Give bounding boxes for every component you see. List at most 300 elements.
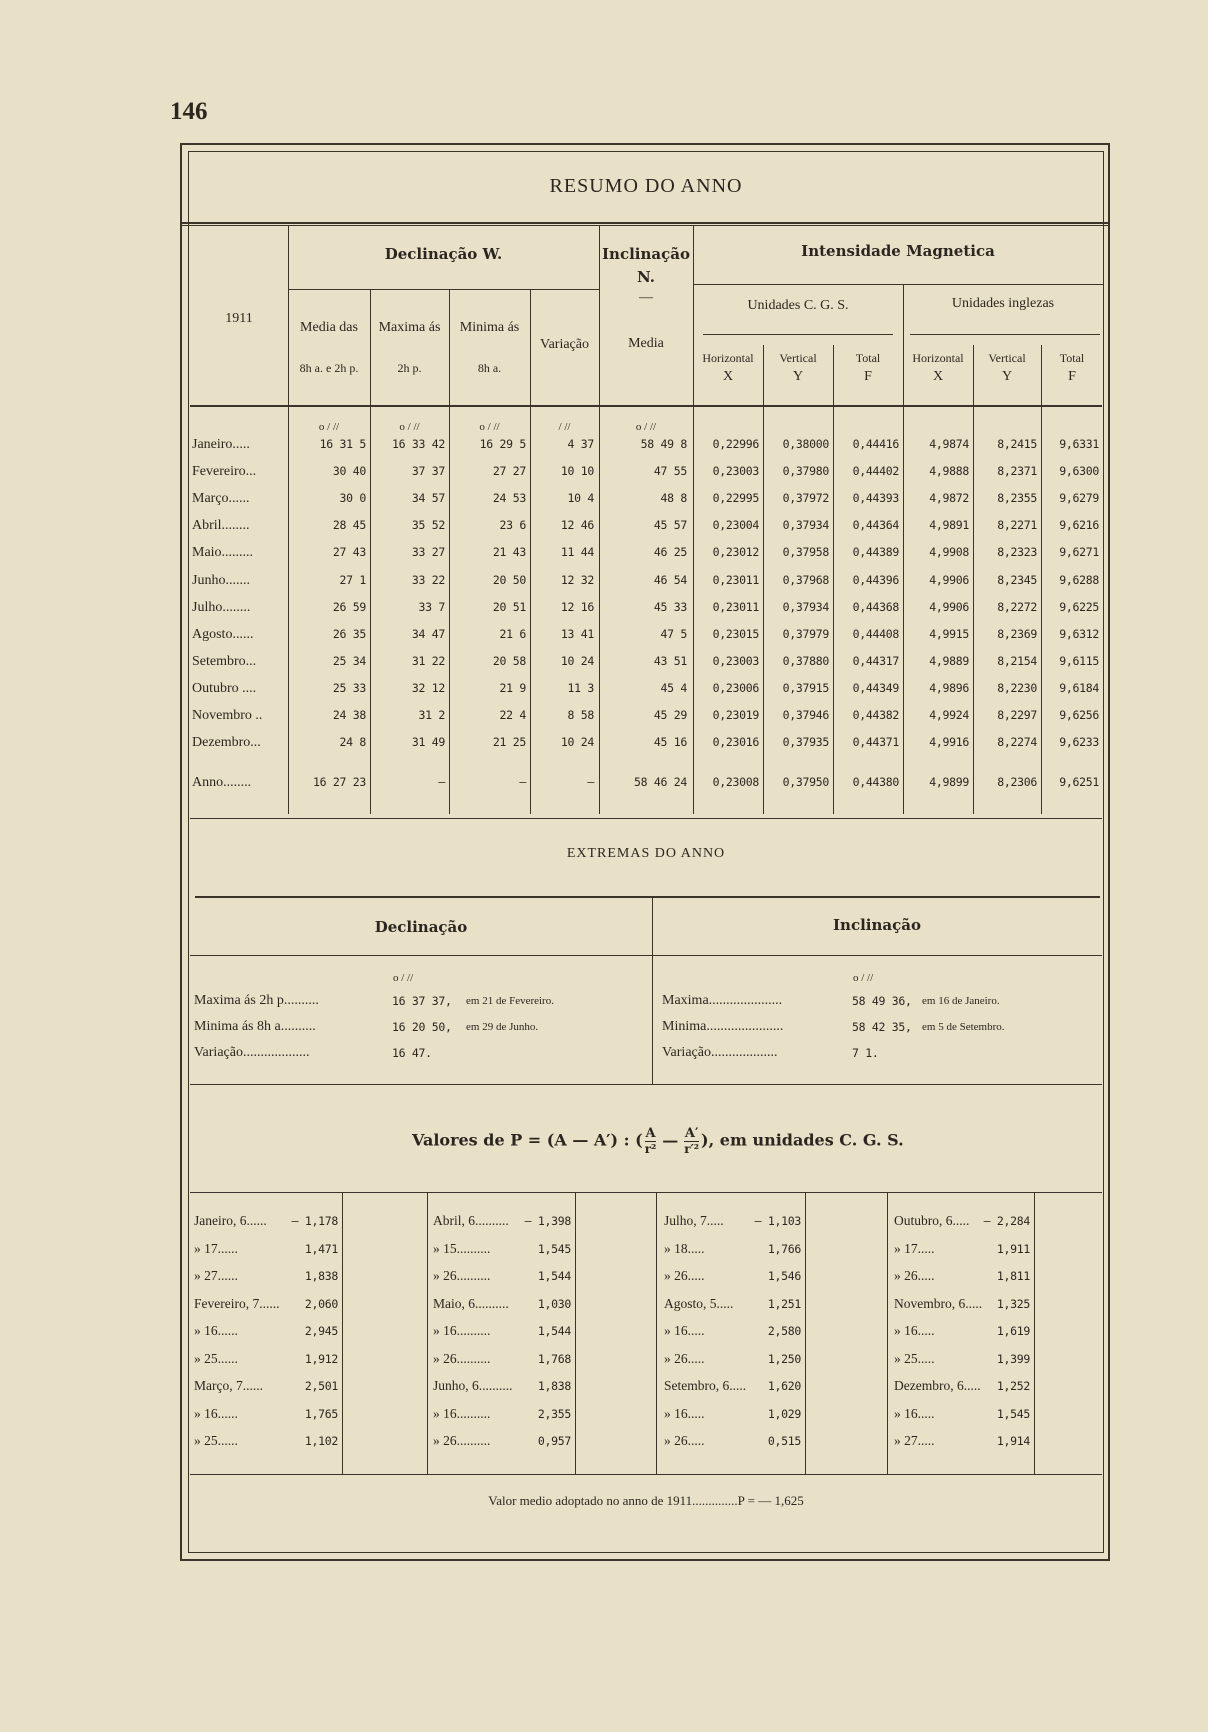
- p-date-label: » 26..........: [433, 1268, 491, 1283]
- p-date-label: » 26..........: [433, 1351, 491, 1366]
- p-date-label: Março, 7......: [194, 1378, 263, 1393]
- p-date-label: » 16..........: [433, 1323, 491, 1338]
- cell-minima-row-10: 22 4: [499, 708, 526, 722]
- p-fraction-2: [684, 1126, 699, 1156]
- p-date-label: » 27......: [194, 1268, 238, 1283]
- p-value: 1,544: [537, 1269, 571, 1283]
- inclination-dash: —: [639, 290, 653, 305]
- cell-variacao-row-10: 8 58: [567, 708, 594, 722]
- p-value: — 2,284: [983, 1214, 1030, 1228]
- cell-month-row-6: Julho........: [192, 600, 251, 615]
- extreme-incl-value: 58 42 35,: [852, 1020, 912, 1034]
- cell-minima-anno: —: [519, 775, 526, 789]
- p-value: 1,399: [996, 1352, 1030, 1366]
- units-inclination: o / //: [635, 421, 657, 433]
- cell-h-row-2: 0,22995: [712, 491, 759, 505]
- p-title-suffix: ), em unidades C. G. S.: [701, 1130, 904, 1150]
- cell-maxima-row-0: 16 33 42: [392, 437, 445, 451]
- cell-h-row-10: 0,23019: [712, 708, 759, 722]
- extremes-title-rule: [195, 896, 1100, 898]
- p-date-label: Fevereiro, 7......: [194, 1296, 280, 1311]
- p-value: 2,945: [304, 1324, 338, 1338]
- p-date-label: Julho, 7.....: [664, 1213, 724, 1228]
- p-values-header-rule: [190, 1192, 1102, 1193]
- cell-month-row-2: Março......: [192, 491, 250, 506]
- cell-ev-row-0: 8,2415: [997, 437, 1037, 451]
- cell-eh-row-9: 4,9896: [929, 681, 969, 695]
- eng-x-symbol: X: [932, 369, 944, 384]
- p-value: 0,957: [537, 1434, 571, 1448]
- cell-ev-row-11: 8,2274: [997, 735, 1037, 749]
- cell-h-row-9: 0,23006: [712, 681, 759, 695]
- p-title-prefix: Valores de P = (A — A′) : (: [412, 1130, 643, 1150]
- cgs-header: Unidades C. G. S.: [747, 298, 849, 313]
- extremes-declination-header: Declinação: [374, 918, 468, 936]
- p-value: 2,060: [304, 1297, 338, 1311]
- cell-eh-row-7: 4,9915: [929, 627, 969, 641]
- cell-variacao-row-2: 10 4: [567, 491, 594, 505]
- extreme-incl-note: em 16 de Janeiro.: [922, 995, 1000, 1007]
- cell-incl-row-8: 43 51: [653, 654, 687, 668]
- p-value: 2,501: [304, 1379, 338, 1393]
- p-value: 1,029: [767, 1407, 801, 1421]
- cell-variacao-row-0: 4 37: [567, 437, 594, 451]
- p-date-label: » 16......: [194, 1323, 238, 1338]
- p-value: 1,838: [304, 1269, 338, 1283]
- p-date-label: Agosto, 5.....: [664, 1296, 734, 1311]
- cell-h-row-3: 0,23004: [712, 518, 759, 532]
- cell-v-row-5: 0,37968: [782, 573, 829, 587]
- p-value: 1,471: [304, 1242, 338, 1256]
- p-value: — 1,398: [524, 1214, 571, 1228]
- p-date-label: » 16.....: [894, 1323, 935, 1338]
- p-date-label: Outubro, 6.....: [894, 1213, 970, 1228]
- p-date-label: » 16.....: [664, 1406, 705, 1421]
- cell-incl-row-1: 47 55: [653, 464, 687, 478]
- cell-t-row-8: 0,44317: [852, 654, 899, 668]
- cell-media-row-3: 28 45: [332, 518, 366, 532]
- cell-maxima-row-10: 31 2: [418, 708, 445, 722]
- p-date-label: Setembro, 6.....: [664, 1378, 747, 1393]
- cell-v-anno: 0,37950: [782, 775, 829, 789]
- cell-h-row-0: 0,22996: [712, 437, 759, 451]
- english-rule: [910, 334, 1100, 335]
- p-date-label: » 26.....: [664, 1351, 705, 1366]
- cell-t-row-5: 0,44396: [852, 573, 899, 587]
- cell-v-row-9: 0,37915: [782, 681, 829, 695]
- declination-header-rule: [288, 289, 599, 290]
- p-value: 1,619: [996, 1324, 1030, 1338]
- summary-title: RESUMO DO ANNO: [549, 175, 743, 197]
- extremes-bottom-rule: [190, 1084, 1102, 1085]
- p-value: 1,545: [996, 1407, 1030, 1421]
- cell-month-anno: Anno........: [192, 775, 252, 790]
- cell-month-row-11: Dezembro...: [192, 735, 261, 750]
- p-date-label: » 16.....: [664, 1323, 705, 1338]
- extreme-incl-label: Minima......................: [662, 1019, 784, 1034]
- extremes-title: EXTREMAS DO ANNO: [566, 846, 726, 861]
- p-date-label: » 26..........: [433, 1433, 491, 1448]
- p-value: 1,912: [304, 1352, 338, 1366]
- p-value: 1,030: [537, 1297, 571, 1311]
- page-number: 146: [170, 98, 208, 125]
- p-date-label: » 16..........: [433, 1406, 491, 1421]
- cell-eh-row-0: 4,9874: [929, 437, 969, 451]
- extremes-inclination-header: Inclinação: [833, 916, 921, 934]
- cgs-rule: [703, 334, 893, 335]
- p-col-divider-2: [656, 1192, 657, 1474]
- cell-et-row-7: 9,6312: [1059, 627, 1099, 641]
- units-maxima: o / //: [399, 421, 420, 433]
- cell-media-anno: 16 27 23: [313, 775, 366, 789]
- p-col-divider-2a: [575, 1192, 576, 1474]
- p-date-label: » 25.....: [894, 1351, 935, 1366]
- p-date-label: » 25......: [194, 1351, 238, 1366]
- cell-variacao-row-3: 12 46: [560, 518, 594, 532]
- p-minus: —: [662, 1130, 679, 1150]
- cell-minima-row-3: 23 6: [499, 518, 526, 532]
- p-value: 1,102: [304, 1434, 338, 1448]
- col-maxima-time: 2h p.: [397, 361, 422, 375]
- eng-vertical-header: Vertical: [988, 351, 1026, 365]
- cell-month-row-4: Maio.........: [192, 545, 254, 560]
- p-value: 1,544: [537, 1324, 571, 1338]
- cell-maxima-row-2: 34 57: [411, 491, 445, 505]
- cell-ev-row-8: 8,2154: [997, 654, 1037, 668]
- cell-month-row-10: Novembro ..: [192, 708, 263, 723]
- extreme-decl-value: 16 47.: [392, 1046, 432, 1060]
- cell-eh-row-8: 4,9889: [929, 654, 969, 668]
- p-value: 1,914: [996, 1434, 1030, 1448]
- p-value: 2,355: [537, 1407, 571, 1421]
- cell-minima-row-11: 21 25: [492, 735, 526, 749]
- cell-variacao-row-9: 11 3: [567, 681, 594, 695]
- cell-media-row-6: 26 59: [332, 600, 366, 614]
- p-date-label: » 27.....: [894, 1433, 935, 1448]
- p-value: — 1,103: [754, 1214, 801, 1228]
- col-media-header: Media das: [300, 320, 358, 335]
- cell-et-row-1: 9,6300: [1059, 464, 1099, 478]
- cell-media-row-10: 24 38: [332, 708, 366, 722]
- p-col-divider-3: [887, 1192, 888, 1474]
- cell-incl-row-0: 58 49 8: [640, 437, 687, 451]
- p-values-footer: Valor medio adoptado no anno de 1911..............P = — 1,625: [488, 1493, 804, 1508]
- extremes-inclination-units: o / //: [853, 972, 874, 984]
- p-value: 1,620: [767, 1379, 801, 1393]
- cell-eh-row-2: 4,9872: [929, 491, 969, 505]
- p-frac2-den: r′²: [684, 1142, 700, 1156]
- cell-h-row-8: 0,23003: [712, 654, 759, 668]
- summary-bottom-rule: [190, 818, 1102, 819]
- extreme-incl-value: 58 49 36,: [852, 994, 912, 1008]
- cell-month-row-8: Setembro...: [192, 654, 257, 669]
- cell-et-row-3: 9,6216: [1059, 518, 1099, 532]
- p-frac2-num: A′: [684, 1126, 699, 1141]
- p-values-title: [412, 1126, 904, 1156]
- cell-maxima-row-3: 35 52: [411, 518, 445, 532]
- cell-minima-row-5: 20 50: [492, 573, 526, 587]
- p-date-label: » 16......: [194, 1406, 238, 1421]
- cell-h-row-7: 0,23015: [712, 627, 759, 641]
- extremes-declination-units: o / //: [393, 972, 414, 984]
- cell-month-row-0: Janeiro.....: [192, 437, 250, 452]
- declination-header: Declinação W.: [384, 245, 503, 263]
- cell-media-row-2: 30 0: [339, 491, 366, 505]
- cell-et-row-6: 9,6225: [1059, 600, 1099, 614]
- cell-media-row-7: 26 35: [332, 627, 366, 641]
- p-date-label: » 16.....: [894, 1406, 935, 1421]
- cell-et-row-8: 9,6115: [1059, 654, 1099, 668]
- cell-minima-row-9: 21 9: [499, 681, 526, 695]
- cell-et-row-5: 9,6288: [1059, 573, 1099, 587]
- cell-v-row-11: 0,37935: [782, 735, 829, 749]
- cell-v-row-1: 0,37980: [782, 464, 829, 478]
- cell-ev-row-9: 8,2230: [997, 681, 1037, 695]
- p-col-divider-4a: [1034, 1192, 1035, 1474]
- cell-incl-row-2: 48 8: [660, 491, 687, 505]
- cell-t-row-11: 0,44371: [852, 735, 899, 749]
- extremes-header-rule: [190, 955, 1102, 956]
- cell-incl-row-7: 47 5: [660, 627, 687, 641]
- cell-ev-row-10: 8,2297: [997, 708, 1037, 722]
- cell-ev-row-4: 8,2323: [997, 545, 1037, 559]
- cell-incl-row-9: 45 4: [660, 681, 687, 695]
- inclination-header: Inclinação: [602, 245, 690, 263]
- header-bottom-rule: [190, 405, 1102, 407]
- p-value: 1,325: [996, 1297, 1030, 1311]
- english-header: Unidades inglezas: [951, 296, 1055, 311]
- cgs-x-symbol: X: [722, 369, 734, 384]
- cell-v-row-6: 0,37934: [782, 600, 829, 614]
- cell-h-row-1: 0,23003: [712, 464, 759, 478]
- cell-variacao-row-6: 12 16: [560, 600, 594, 614]
- cell-month-row-7: Agosto......: [192, 627, 254, 642]
- cell-incl-anno: 58 46 24: [634, 775, 687, 789]
- units-variacao: / //: [558, 421, 571, 433]
- p-date-label: » 25......: [194, 1433, 238, 1448]
- p-date-label: » 18.....: [664, 1241, 705, 1256]
- cell-et-row-2: 9,6279: [1059, 491, 1099, 505]
- cell-minima-row-8: 20 58: [492, 654, 526, 668]
- p-date-label: Dezembro, 6.....: [894, 1378, 981, 1393]
- cell-incl-row-10: 45 29: [653, 708, 687, 722]
- extreme-incl-note: em 5 de Setembro.: [922, 1021, 1005, 1033]
- cell-variacao-row-11: 10 24: [560, 735, 594, 749]
- p-value: 0,515: [767, 1434, 801, 1448]
- inclination-sub: N.: [637, 268, 655, 286]
- p-date-label: » 26.....: [664, 1268, 705, 1283]
- p-value: 1,251: [767, 1297, 801, 1311]
- summary-title-rule-2: [182, 225, 1108, 226]
- cell-ev-row-7: 8,2369: [997, 627, 1037, 641]
- p-date-label: Junho, 6..........: [433, 1378, 513, 1393]
- eng-f-symbol: F: [1068, 369, 1076, 384]
- cell-month-row-9: Outubro ....: [192, 681, 257, 696]
- cell-et-anno: 9,6251: [1059, 775, 1099, 789]
- cell-minima-row-6: 20 51: [492, 600, 526, 614]
- cell-ev-row-5: 8,2345: [997, 573, 1037, 587]
- extreme-decl-label: Maxima ás 2h p..........: [194, 993, 319, 1008]
- cell-variacao-row-5: 12 32: [560, 573, 594, 587]
- col-maxima-header: Maxima ás: [378, 320, 441, 335]
- cell-h-anno: 0,23008: [712, 775, 759, 789]
- p-value: 1,838: [537, 1379, 571, 1393]
- extreme-incl-label: Variação...................: [662, 1045, 778, 1060]
- cell-et-row-4: 9,6271: [1059, 545, 1099, 559]
- cell-incl-row-4: 46 25: [653, 545, 687, 559]
- cell-et-row-10: 9,6256: [1059, 708, 1099, 722]
- cell-media-row-4: 27 43: [332, 545, 366, 559]
- col-variacao-header: Variação: [540, 337, 589, 352]
- extreme-decl-value: 16 37 37,: [392, 994, 452, 1008]
- cell-media-row-8: 25 34: [332, 654, 366, 668]
- cell-t-row-2: 0,44393: [852, 491, 899, 505]
- p-col-divider-3a: [805, 1192, 806, 1474]
- p-date-label: » 26.....: [664, 1433, 705, 1448]
- cell-eh-row-11: 4,9916: [929, 735, 969, 749]
- cell-eh-anno: 4,9899: [929, 775, 969, 789]
- cell-et-row-11: 9,6233: [1059, 735, 1099, 749]
- cell-et-row-0: 9,6331: [1059, 437, 1099, 451]
- cell-maxima-row-1: 37 37: [411, 464, 445, 478]
- cell-eh-row-1: 4,9888: [929, 464, 969, 478]
- cell-media-row-1: 30 40: [332, 464, 366, 478]
- cell-eh-row-3: 4,9891: [929, 518, 969, 532]
- cgs-vertical-header: Vertical: [779, 351, 817, 365]
- cell-maxima-row-6: 33 7: [418, 600, 445, 614]
- cell-variacao-row-1: 10 10: [560, 464, 594, 478]
- cgs-f-symbol: F: [864, 369, 872, 384]
- p-date-label: » 15..........: [433, 1241, 491, 1256]
- cell-maxima-row-11: 31 49: [411, 735, 445, 749]
- p-date-label: » 26.....: [894, 1268, 935, 1283]
- cell-v-row-4: 0,37958: [782, 545, 829, 559]
- cell-media-row-11: 24 8: [339, 735, 366, 749]
- cell-maxima-row-9: 32 12: [411, 681, 445, 695]
- p-value: 1,545: [537, 1242, 571, 1256]
- extreme-incl-label: Maxima.....................: [662, 993, 783, 1008]
- p-date-label: » 17.....: [894, 1241, 935, 1256]
- extreme-decl-note: em 29 de Junho.: [466, 1021, 539, 1033]
- cgs-total-header: Total: [855, 351, 881, 365]
- cell-maxima-row-5: 33 22: [411, 573, 445, 587]
- cell-minima-row-7: 21 6: [499, 627, 526, 641]
- p-value: 1,250: [767, 1352, 801, 1366]
- p-value: 2,580: [767, 1324, 801, 1338]
- p-value: 1,765: [304, 1407, 338, 1421]
- cell-v-row-7: 0,37979: [782, 627, 829, 641]
- cell-h-row-4: 0,23012: [712, 545, 759, 559]
- cell-minima-row-2: 24 53: [492, 491, 526, 505]
- cell-media-row-0: 16 31 5: [319, 437, 366, 451]
- extreme-decl-note: em 21 de Fevereiro.: [466, 995, 554, 1007]
- eng-y-symbol: Y: [1001, 369, 1013, 384]
- cell-ev-anno: 8,2306: [997, 775, 1037, 789]
- p-value: 1,546: [767, 1269, 801, 1283]
- cell-t-row-6: 0,44368: [852, 600, 899, 614]
- cell-t-row-9: 0,44349: [852, 681, 899, 695]
- units-minima: o / //: [479, 421, 500, 433]
- cell-v-row-3: 0,37934: [782, 518, 829, 532]
- cell-maxima-row-8: 31 22: [411, 654, 445, 668]
- p-date-label: Novembro, 6.....: [894, 1296, 983, 1311]
- cell-minima-row-1: 27 27: [492, 464, 526, 478]
- cell-t-row-3: 0,44364: [852, 518, 899, 532]
- extreme-decl-label: Minima ás 8h a..........: [194, 1019, 316, 1034]
- p-value: 1,766: [767, 1242, 801, 1256]
- cell-v-row-8: 0,37880: [782, 654, 829, 668]
- cell-t-anno: 0,44380: [852, 775, 899, 789]
- cell-v-row-2: 0,37972: [782, 491, 829, 505]
- eng-horizontal-header: Horizontal: [912, 351, 964, 365]
- cell-ev-row-6: 8,2272: [997, 600, 1037, 614]
- cell-minima-row-0: 16 29 5: [479, 437, 526, 451]
- cell-eh-row-6: 4,9906: [929, 600, 969, 614]
- cell-maxima-anno: —: [438, 775, 445, 789]
- cell-variacao-anno: —: [587, 775, 594, 789]
- p-value: 1,252: [996, 1379, 1030, 1393]
- cell-eh-row-5: 4,9906: [929, 573, 969, 587]
- extreme-decl-label: Variação...................: [194, 1045, 310, 1060]
- cell-eh-row-10: 4,9924: [929, 708, 969, 722]
- p-date-label: Maio, 6..........: [433, 1296, 509, 1311]
- cell-t-row-1: 0,44402: [852, 464, 899, 478]
- cell-month-row-5: Junho.......: [192, 573, 250, 588]
- cell-minima-row-4: 21 43: [492, 545, 526, 559]
- cell-v-row-0: 0,38000: [782, 437, 829, 451]
- p-value: 1,768: [537, 1352, 571, 1366]
- p-value: 1,911: [996, 1242, 1030, 1256]
- p-fraction-1: [645, 1126, 657, 1156]
- cell-incl-row-3: 45 57: [653, 518, 687, 532]
- cell-et-row-9: 9,6184: [1059, 681, 1099, 695]
- cell-month-row-1: Fevereiro...: [192, 464, 257, 479]
- cell-ev-row-2: 8,2355: [997, 491, 1037, 505]
- cell-h-row-11: 0,23016: [712, 735, 759, 749]
- cell-h-row-5: 0,23011: [712, 573, 759, 587]
- cell-variacao-row-8: 10 24: [560, 654, 594, 668]
- cell-variacao-row-4: 11 44: [560, 545, 594, 559]
- cell-media-row-5: 27 1: [339, 573, 366, 587]
- year-label: 1911: [225, 311, 253, 326]
- col-media-time: 8h a. e 2h p.: [299, 361, 359, 375]
- p-value: 1,811: [996, 1269, 1030, 1283]
- cell-incl-row-6: 45 33: [653, 600, 687, 614]
- cell-t-row-7: 0,44408: [852, 627, 899, 641]
- intensity-header: Intensidade Magnetica: [801, 242, 995, 260]
- p-value: — 1,178: [291, 1214, 338, 1228]
- cell-ev-row-1: 8,2371: [997, 464, 1037, 478]
- col-minima-time: 8h a.: [477, 361, 502, 375]
- cell-t-row-10: 0,44382: [852, 708, 899, 722]
- p-frac1-num: A: [645, 1126, 656, 1141]
- cell-v-row-10: 0,37946: [782, 708, 829, 722]
- cell-ev-row-3: 8,2271: [997, 518, 1037, 532]
- cell-t-row-0: 0,44416: [852, 437, 899, 451]
- cell-eh-row-4: 4,9908: [929, 545, 969, 559]
- cell-incl-row-5: 46 54: [653, 573, 687, 587]
- cgs-y-symbol: Y: [792, 369, 804, 384]
- eng-total-header: Total: [1059, 351, 1085, 365]
- p-date-label: » 17......: [194, 1241, 238, 1256]
- cell-media-row-9: 25 33: [332, 681, 366, 695]
- extreme-incl-value: 7 1.: [852, 1046, 879, 1060]
- cell-h-row-6: 0,23011: [712, 600, 759, 614]
- p-frac1-den: r²: [644, 1142, 657, 1156]
- intensity-header-rule: [693, 284, 1103, 285]
- cell-maxima-row-4: 33 27: [411, 545, 445, 559]
- cell-incl-row-11: 45 16: [653, 735, 687, 749]
